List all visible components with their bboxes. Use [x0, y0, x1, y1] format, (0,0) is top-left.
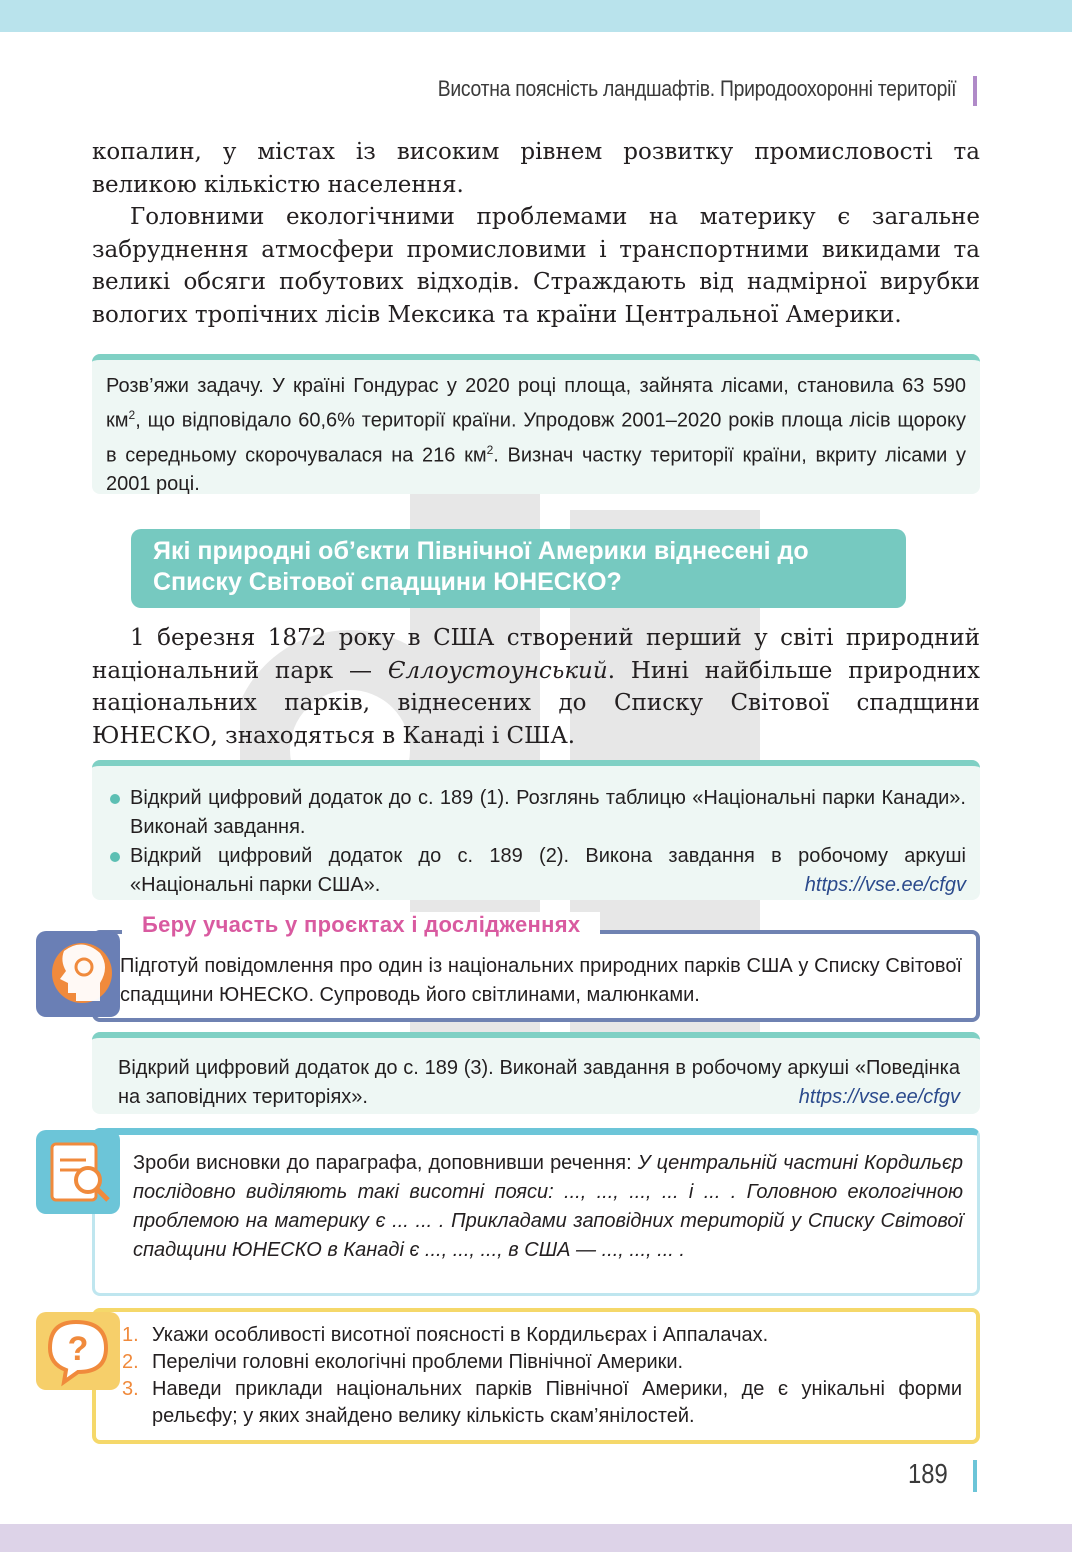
digital-task-text	[118, 1054, 960, 1112]
body-paragraph	[92, 622, 980, 752]
task-text-part: Розв’яжи задачу. У країні Гондурас у 2020 році площа, зайнята лісами, становила 63 590 км	[106, 375, 966, 432]
conclusion-lead: Зроби висновки до параграфа, доповнивши речення:	[133, 1152, 638, 1174]
body-text-block-1	[92, 136, 980, 331]
page-number-accent-bar	[973, 1460, 977, 1492]
question-text: Перелічи головні екологічні проблеми Північної Америки.	[152, 1351, 684, 1373]
question-item	[122, 1349, 962, 1376]
digital-task-list	[106, 784, 966, 900]
text-span: 1 березня 1872 року в США створений перший у світі природний національний парк —	[92, 625, 980, 684]
question-item	[122, 1376, 962, 1430]
document-magnifier-icon	[36, 1130, 120, 1214]
digital-link[interactable]: https://vse.ee/cfgv	[804, 874, 966, 896]
body-paragraph: Головними екологічними проблемами на материку є загальне забруднення атмосфери промисловими і транспортними викидами та великі обсяги побутових відходів. Страждають від надмірної вирубки вологих тропічних лісів Мексика та країни Центральної Америки.	[92, 204, 980, 328]
question-number: 1.	[122, 1324, 139, 1346]
superscript: 2	[486, 442, 494, 457]
page-number: 189	[908, 1458, 948, 1489]
question-text: Наведи приклади національних парків Північної Америки, де є унікальні форми рельєфу; у яких знайдено велику кількість скам’янілостей.	[152, 1378, 962, 1427]
project-box	[92, 930, 980, 1022]
task-text-part: . Визнач частку території країни, вкриту лісами у 2001 році.	[106, 444, 966, 496]
task-text-part: , що відповідало 60,6% території країни. Упродовж 2001–2020 років площа лісів щороку в середньому скорочувалася на 216 км	[106, 409, 966, 467]
conclusion-box	[92, 1128, 980, 1296]
head-gears-icon	[36, 931, 120, 1017]
question-item	[122, 1322, 962, 1349]
running-header: Висотна поясність ландшафтів. Природоохоронні території	[437, 76, 956, 101]
question-bubble-icon	[36, 1312, 120, 1390]
question-text: Укажи особливості висотної поясності в Кордильєрах і Аппалачах.	[152, 1324, 769, 1346]
section-heading: Які природні об’єкти Північної Америки віднесені до Списку Світової спадщини ЮНЕСКО?	[131, 529, 906, 608]
bottom-color-band	[0, 1524, 1072, 1552]
digital-app-box-2	[92, 1032, 980, 1114]
digital-link[interactable]: https://vse.ee/cfgv	[798, 1086, 960, 1108]
question-number: 2.	[122, 1351, 139, 1373]
header-accent-bar	[973, 76, 977, 106]
conclusion-sentences: У центральній частині Кордильєр послідовно виділяють такі висотні пояси: ..., ..., ..., ... і ... . Головною екологічною проблемою на материку є ... ... . Прикладами заповідних територій у Списку Світової спадщини ЮНЕСКО в Канаді є ..., ..., ..., в США — ..., ..., ... .	[133, 1152, 963, 1261]
digital-app-box-1	[92, 760, 980, 900]
project-text: Підготуй повідомлення про один із національних природних парків США у Списку Світової спадщини ЮНЕСКО. Супроводь його світлинами, малюнками.	[120, 955, 962, 1006]
list-item	[106, 842, 966, 900]
body-paragraph: копалин, у містах із високим рівнем розвитку промисловості та великою кількістю населення.	[92, 139, 980, 198]
task-text	[106, 372, 966, 499]
project-box-title: Беру участь у проєктах і дослідженнях	[122, 912, 600, 938]
conclusion-text	[95, 1135, 977, 1265]
questions-list	[96, 1312, 976, 1430]
list-item: Відкрий цифровий додаток до с. 189 (1). Розглянь таблицю «Національні парки Канади». Виконай завдання.	[106, 784, 966, 842]
question-number: 3.	[122, 1378, 139, 1400]
questions-box	[92, 1308, 980, 1444]
park-name: Єллоустоунський	[387, 657, 608, 684]
digital-task-sentence: Відкрий цифровий додаток до с. 189 (3). Виконай завдання в робочому аркуші «Поведінка на заповідних територіях».	[118, 1057, 960, 1108]
top-color-band	[0, 0, 1072, 32]
text-span: . Нині найбільше природних національних парків, віднесених до Списку Світової спадщини ЮНЕСКО, знаходяться в Канаді і США.	[92, 657, 980, 749]
list-item-text: Відкрий цифровий додаток до с. 189 (2). Викона завдання в робочому аркуші «Національні парки США».	[130, 845, 966, 896]
svg-text:?: ?	[67, 1330, 89, 1368]
superscript: 2	[128, 408, 136, 422]
task-box	[92, 354, 980, 494]
body-text-block-2	[92, 622, 980, 752]
